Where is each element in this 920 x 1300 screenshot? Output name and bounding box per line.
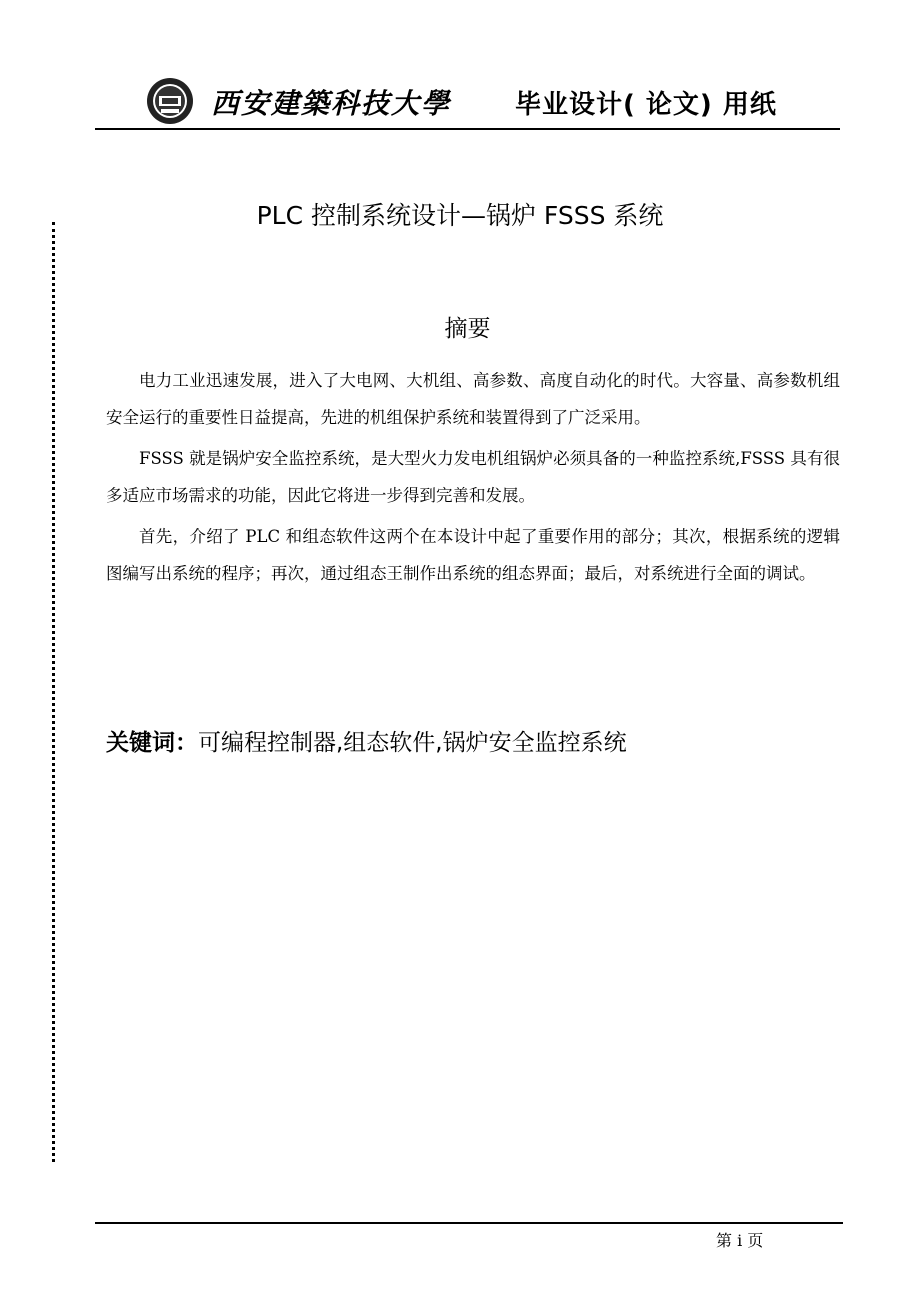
abstract-paragraph-1: 电力工业迅速发展，进入了大电网、大机组、高参数、高度自动化的时代。大容量、高参数机组安全运行的重要性日益提高，先进的机组保护系统和装置得到了广泛采用。 bbox=[106, 371, 840, 427]
abstract-paragraph-3: 首先，介绍了 PLC 和组态软件这两个在本设计中起了重要作用的部分；其次，根据系统的逻辑图编写出系统的程序；再次，通过组态王制作出系统的组态界面；最后，对系统进行全面的调试。 bbox=[106, 527, 840, 583]
university-seal-icon bbox=[145, 76, 195, 126]
keywords-text: 可编程控制器,组态软件,锅炉安全监控系统 bbox=[198, 730, 627, 756]
abstract-heading: 摘要 bbox=[444, 316, 491, 342]
abstract-paragraph-2: FSSS 就是锅炉安全监控系统，是大型火力发电机组锅炉必须具备的一种监控系统,FSSS 具有很多适应市场需求的功能，因此它将进一步得到完善和发展。 bbox=[106, 449, 840, 505]
binding-line bbox=[52, 222, 55, 1162]
document-title: PLC 控制系统设计—锅炉 FSSS 系统 bbox=[256, 201, 664, 230]
keywords bbox=[106, 724, 627, 757]
paper-label: 毕业设计( 论文) 用纸 bbox=[515, 90, 777, 120]
page-header bbox=[95, 70, 840, 128]
university-name: 西安建築科技大學 bbox=[211, 87, 452, 120]
keywords-label: 关键词： bbox=[106, 730, 198, 756]
page-number: 第 i 页 bbox=[716, 1231, 764, 1250]
footer-rule bbox=[95, 1222, 843, 1224]
header-rule bbox=[95, 128, 840, 130]
